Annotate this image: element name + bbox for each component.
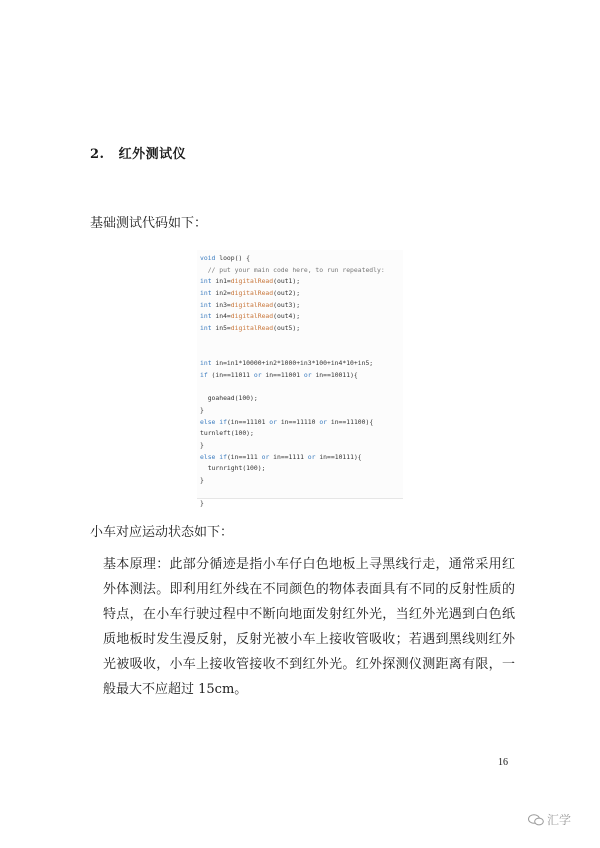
section-number: 2. <box>90 147 105 162</box>
code-line: int in5=digitalRead(out5); <box>200 324 301 333</box>
intro-text: 基础测试代码如下： <box>90 216 208 231</box>
code-line: else if(in==111 or in==1111 or in==10111){ <box>200 452 362 461</box>
code-line: } <box>200 405 204 414</box>
code-line: goahead(100); <box>200 394 258 403</box>
code-line: } <box>200 441 204 449</box>
code-line: int in2=digitalRead(out2); <box>200 289 301 298</box>
code-line: int in3=digitalRead(out3); <box>200 300 301 309</box>
code-block <box>197 250 403 508</box>
code-line <box>200 382 385 394</box>
code-line: // put your main code here, to run repeatedly: <box>200 265 385 274</box>
code-line: void loop() { <box>200 254 251 262</box>
watermark <box>528 811 571 828</box>
code-lines <box>200 253 385 510</box>
subheading-text: 小车对应运动状态如下： <box>90 525 234 540</box>
code-line: int in1=digitalRead(out1); <box>200 277 301 286</box>
principle-paragraph: 基本原理：此部分循迹是指小车仔白色地板上寻黑线行走，通常采用红外体测法。即利用红外线在不同颜色的物体表面具有不同的反射性质的特点，在小车行驶过程中不断向地面发射红外光，当红外光遇到白色纸质地板时发生漫反射，反射光被小车上接收管吸收；若遇到黑线则红外光被吸收，小车上接收管接收不到红外光。红外探测仪测距离有限，一般最大不应超过 15cm。 <box>103 557 515 697</box>
code-line: if (in==11011 or in==11001 or in==10011){ <box>200 370 358 379</box>
code-line: int in4=digitalRead(out4); <box>200 312 301 321</box>
section-heading <box>90 143 186 162</box>
code-line: int in=in1*10000+in2*1000+in3*100+in4*10+in5; <box>200 359 374 368</box>
code-line <box>200 347 385 359</box>
code-line: } <box>200 476 204 485</box>
wechat-icon <box>528 814 544 826</box>
section-title: 红外测试仪 <box>118 147 187 162</box>
code-line: turnright(100); <box>200 464 266 473</box>
watermark-text: 汇学 <box>547 813 572 827</box>
code-line: } <box>200 499 204 508</box>
code-line <box>200 487 385 499</box>
code-line: turnleft(100); <box>200 429 254 438</box>
page-number: 16 <box>498 757 508 768</box>
code-line: else if(in==11101 or in==11110 or in==11100){ <box>200 417 374 426</box>
code-line <box>200 335 385 347</box>
